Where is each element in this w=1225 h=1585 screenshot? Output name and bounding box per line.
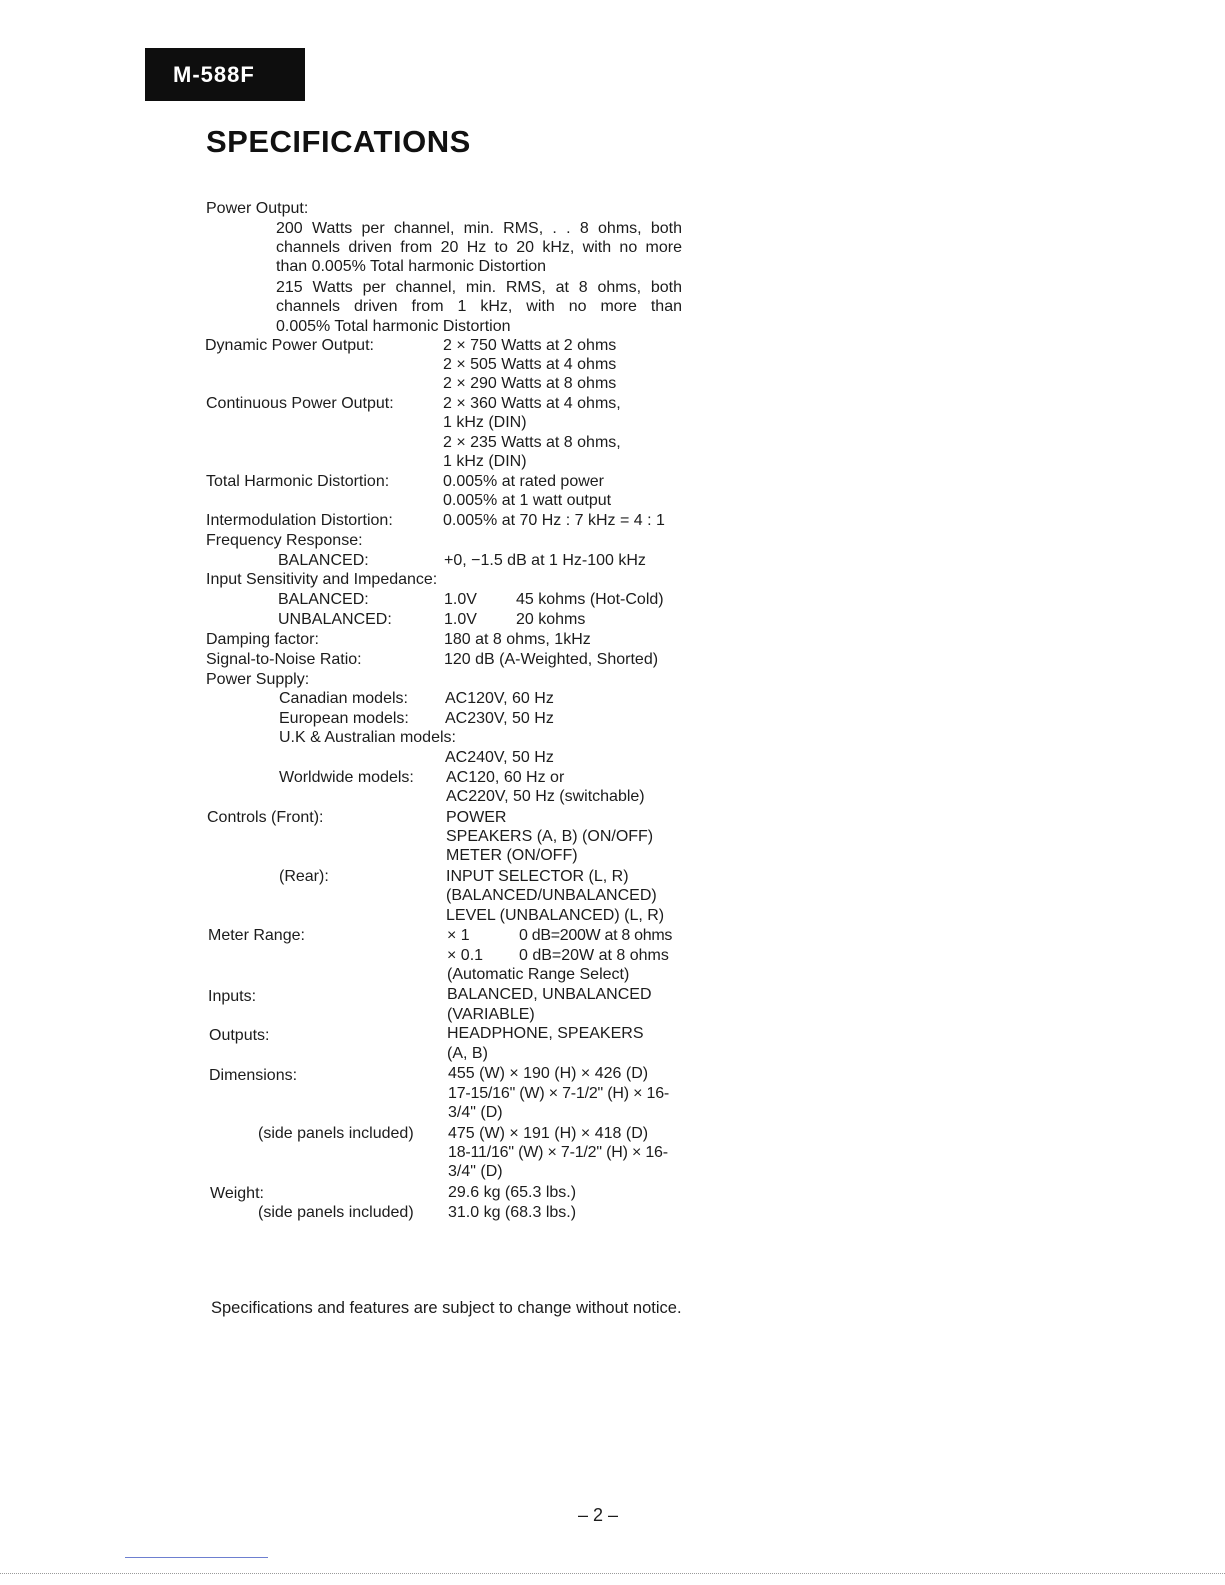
continuous-power-value: 1 kHz (DIN) xyxy=(443,453,527,470)
continuous-power-value: 2 × 360 Watts at 4 ohms, xyxy=(443,395,621,412)
meter-range-note: (Automatic Range Select) xyxy=(447,966,630,983)
power-output-line: channels driven from 1 kHz, with no more than xyxy=(276,298,682,315)
frequency-balanced-value: +0, −1.5 dB at 1 Hz-100 kHz xyxy=(444,552,646,569)
uk-australian-value: AC240V, 50 Hz xyxy=(445,749,554,766)
page-title: SPECIFICATIONS xyxy=(206,124,471,159)
power-output-line: than 0.005% Total harmonic Distortion xyxy=(276,258,547,275)
worldwide-value: AC220V, 50 Hz (switchable) xyxy=(446,788,645,805)
dynamic-power-label: Dynamic Power Output: xyxy=(205,337,374,354)
meter-x1-multiplier: × 1 xyxy=(447,927,470,944)
dynamic-power-value: 2 × 505 Watts at 4 ohms xyxy=(443,356,617,373)
dimensions-side-label: (side panels included) xyxy=(258,1125,414,1142)
dimensions-label: Dimensions: xyxy=(209,1067,298,1084)
dimensions-value: 455 (W) × 190 (H) × 426 (D) xyxy=(448,1065,649,1082)
canadian-label: Canadian models: xyxy=(279,690,408,707)
continuous-power-value: 2 × 235 Watts at 8 ohms, xyxy=(443,434,621,451)
controls-front-label: Controls (Front): xyxy=(207,809,324,826)
continuous-power-label: Continuous Power Output: xyxy=(206,395,394,412)
input-balanced-label: BALANCED: xyxy=(278,591,369,608)
dimensions-value: 17-15/16" (W) × 7-1/2" (H) × 16- xyxy=(448,1085,670,1102)
frequency-balanced-label: BALANCED: xyxy=(278,552,369,569)
meter-x01-multiplier: × 0.1 xyxy=(447,947,484,964)
controls-front-value: POWER xyxy=(446,809,507,826)
thd-value: 0.005% at rated power xyxy=(443,473,604,490)
thd-label: Total Harmonic Distortion: xyxy=(206,473,390,490)
input-unbalanced-voltage: 1.0V xyxy=(444,611,477,628)
snr-label: Signal-to-Noise Ratio: xyxy=(206,651,362,668)
controls-front-value: METER (ON/OFF) xyxy=(446,847,578,864)
thd-value: 0.005% at 1 watt output xyxy=(443,492,612,509)
dimensions-side-value: 18-11/16" (W) × 7-1/2" (H) × 16- xyxy=(448,1144,668,1161)
european-value: AC230V, 50 Hz xyxy=(445,710,554,727)
controls-rear-value: (BALANCED/UNBALANCED) xyxy=(446,887,657,904)
power-output-line: channels driven from 20 Hz to 20 kHz, with no more xyxy=(276,239,682,256)
power-output-label: Power Output: xyxy=(206,200,309,217)
weight-label: Weight: xyxy=(210,1185,264,1202)
damping-value: 180 at 8 ohms, 1kHz xyxy=(444,631,591,648)
european-label: European models: xyxy=(279,710,409,727)
weight-side-value: 31.0 kg (68.3 lbs.) xyxy=(448,1204,577,1221)
power-output-line: 200 Watts per channel, min. RMS, . . 8 ohms, both xyxy=(276,220,682,237)
snr-value: 120 dB (A-Weighted, Shorted) xyxy=(444,651,659,668)
weight-value: 29.6 kg (65.3 lbs.) xyxy=(448,1184,577,1201)
input-sensitivity-label: Input Sensitivity and Impedance: xyxy=(206,571,438,588)
inputs-label: Inputs: xyxy=(208,988,257,1005)
outputs-value: HEADPHONE, SPEAKERS xyxy=(447,1025,644,1042)
imd-label: Intermodulation Distortion: xyxy=(206,512,393,529)
inputs-value: BALANCED, UNBALANCED xyxy=(447,986,652,1003)
dimensions-value: 3/4" (D) xyxy=(448,1104,503,1121)
meter-x1-value: 0 dB=200W at 8 ohms xyxy=(519,927,673,944)
power-supply-label: Power Supply: xyxy=(206,671,310,688)
frequency-response-label: Frequency Response: xyxy=(206,532,363,549)
page-number: – 2 – xyxy=(578,1505,619,1525)
dynamic-power-value: 2 × 290 Watts at 8 ohms xyxy=(443,375,617,392)
dimensions-side-value: 3/4" (D) xyxy=(448,1163,503,1180)
scan-link-line xyxy=(125,1557,268,1558)
inputs-value: (VARIABLE) xyxy=(447,1006,535,1023)
controls-rear-value: LEVEL (UNBALANCED) (L, R) xyxy=(446,907,665,924)
model-badge: M-588F xyxy=(145,48,305,101)
worldwide-value: AC120, 60 Hz or xyxy=(446,769,565,786)
input-balanced-voltage: 1.0V xyxy=(444,591,477,608)
dimensions-side-value: 475 (W) × 191 (H) × 418 (D) xyxy=(448,1125,649,1142)
power-output-line: 0.005% Total harmonic Distortion xyxy=(276,318,511,335)
controls-rear-label: (Rear): xyxy=(279,868,329,885)
input-unbalanced-label: UNBALANCED: xyxy=(278,611,392,628)
scan-edge-divider xyxy=(0,1573,1225,1574)
input-balanced-impedance: 45 kohms (Hot-Cold) xyxy=(516,591,664,608)
meter-x01-value: 0 dB=20W at 8 ohms xyxy=(519,947,669,964)
outputs-label: Outputs: xyxy=(209,1027,270,1044)
imd-value: 0.005% at 70 Hz : 7 kHz = 4 : 1 xyxy=(443,512,665,529)
disclaimer-note: Specifications and features are subject to change without notice. xyxy=(211,1299,682,1317)
worldwide-label: Worldwide models: xyxy=(279,769,414,786)
canadian-value: AC120V, 60 Hz xyxy=(445,690,554,707)
damping-label: Damping factor: xyxy=(206,631,319,648)
power-output-line: 215 Watts per channel, min. RMS, at 8 ohms, both xyxy=(276,279,682,296)
uk-australian-label: U.K & Australian models: xyxy=(279,729,456,746)
controls-rear-value: INPUT SELECTOR (L, R) xyxy=(446,868,629,885)
continuous-power-value: 1 kHz (DIN) xyxy=(443,414,527,431)
outputs-value: (A, B) xyxy=(447,1045,488,1062)
dynamic-power-value: 2 × 750 Watts at 2 ohms xyxy=(443,337,617,354)
weight-side-label: (side panels included) xyxy=(258,1204,414,1221)
controls-front-value: SPEAKERS (A, B) (ON/OFF) xyxy=(446,828,654,845)
input-unbalanced-impedance: 20 kohms xyxy=(516,611,586,628)
meter-range-label: Meter Range: xyxy=(208,927,305,944)
